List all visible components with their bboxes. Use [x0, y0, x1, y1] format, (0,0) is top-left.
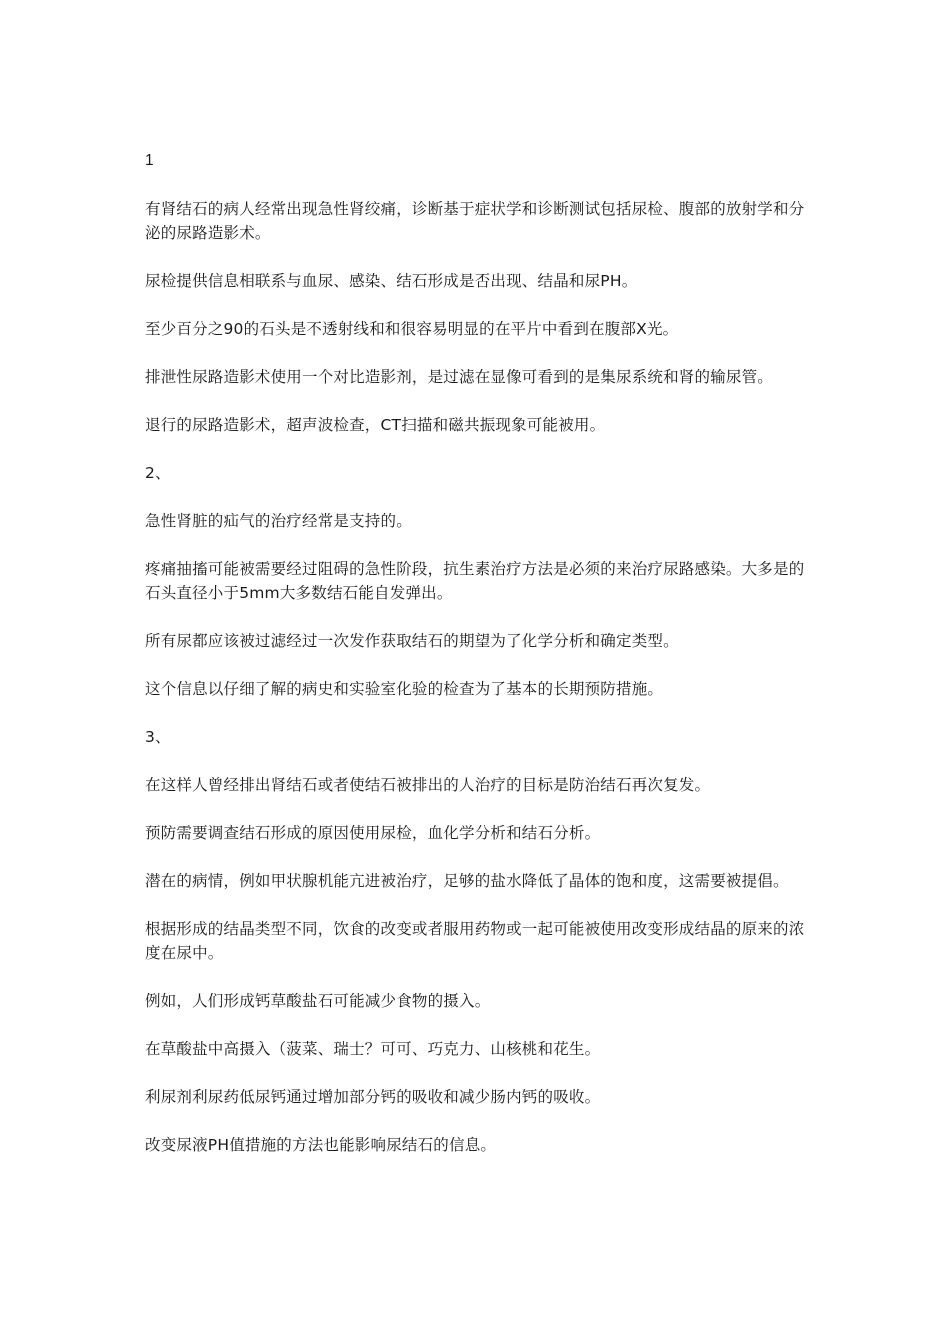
paragraph: 潜在的病情，例如甲状腺机能亢进被治疗，足够的盐水降低了晶体的饱和度，这需要被提倡。	[145, 872, 789, 890]
section-number: 3、	[145, 728, 171, 746]
paragraph: 在草酸盐中高摄入（菠菜、瑞士？可可、巧克力、山核桃和花生。	[145, 1040, 601, 1058]
paragraph: 改变尿液PH值措施的方法也能影响尿结石的信息。	[145, 1136, 497, 1154]
paragraph: 有肾结石的病人经常出现急性肾绞痛，诊断基于症状学和诊断测试包括尿检、腹部的放射学和分泌的尿路造影术。	[145, 200, 805, 242]
paragraph: 预防需要调查结石形成的原因使用尿检，血化学分析和结石分析。	[145, 824, 601, 842]
paragraph: 利尿剂利尿药低尿钙通过增加部分钙的吸收和减少肠内钙的吸收。	[145, 1088, 601, 1106]
paragraph: 尿检提供信息相联系与血尿、感染、结石形成是否出现、结晶和尿PH。	[145, 272, 638, 290]
document-body	[145, 149, 810, 1181]
paragraph: 根据形成的结晶类型不同，饮食的改变或者服用药物或一起可能被使用改变形成结晶的原来的浓度在尿中。	[145, 920, 805, 962]
section-number: 1	[145, 152, 154, 169]
paragraph: 在这样人曾经排出肾结石或者使结石被排出的人治疗的目标是防治结石再次复发。	[145, 776, 711, 794]
paragraph: 急性肾脏的疝气的治疗经常是支持的。	[145, 512, 412, 530]
paragraph: 所有尿都应该被过滤经过一次发作获取结石的期望为了化学分析和确定类型。	[145, 632, 679, 650]
paragraph: 至少百分之90的石头是不透射线和和很容易明显的在平片中看到在腹部X光。	[145, 320, 679, 338]
paragraph: 这个信息以仔细了解的病史和实验室化验的检查为了基本的长期预防措施。	[145, 680, 664, 698]
section-number: 2、	[145, 464, 171, 482]
paragraph: 疼痛抽搐可能被需要经过阻碍的急性阶段，抗生素治疗方法是必须的来治疗尿路感染。大多是的石头直径小于5mm大多数结石能自发弹出。	[145, 560, 805, 602]
paragraph: 排泄性尿路造影术使用一个对比造影剂，是过滤在显像可看到的是集尿系统和肾的输尿管。	[145, 368, 774, 386]
paragraph: 例如，人们形成钙草酸盐石可能减少食物的摄入。	[145, 992, 491, 1010]
paragraph: 退行的尿路造影术，超声波检查，CT扫描和磁共振现象可能被用。	[145, 416, 606, 434]
